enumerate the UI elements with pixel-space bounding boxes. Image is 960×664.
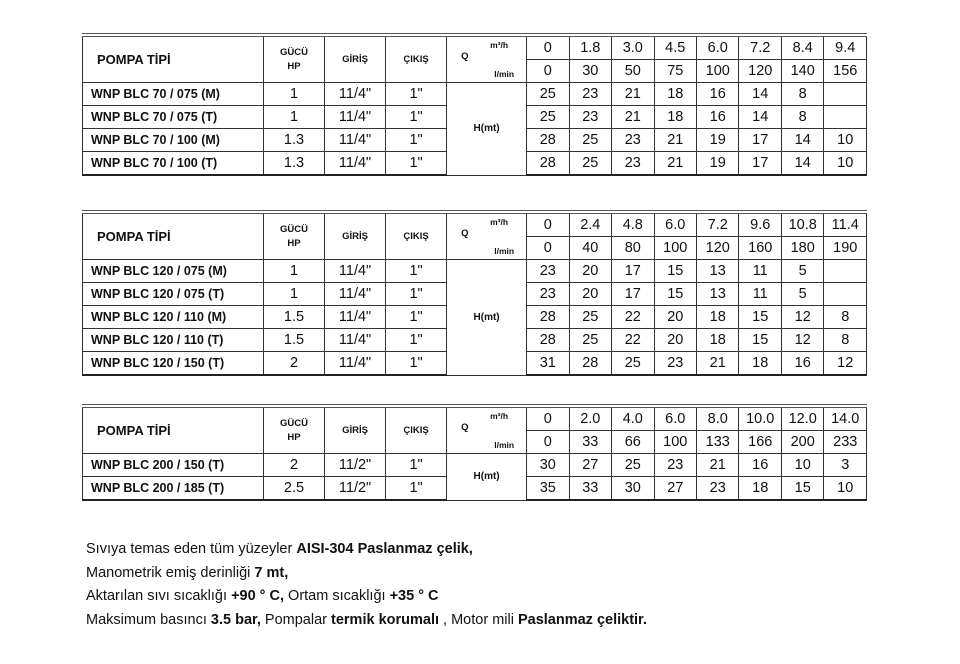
head-value: 17 — [739, 152, 781, 176]
spec-notes — [86, 538, 647, 632]
head-value: 23 — [697, 477, 739, 501]
pump-model-name: WNP BLC 200 / 150 (T) — [83, 454, 264, 477]
flow-lmin-value: 156 — [824, 60, 867, 83]
flow-lmin-value: 180 — [781, 237, 823, 260]
head-value — [824, 283, 867, 306]
flow-m3h-value: 0 — [527, 406, 569, 431]
head-value: 14 — [781, 152, 823, 176]
giris-header: GİRİŞ — [325, 406, 386, 454]
flow-lmin-value: 0 — [527, 60, 569, 83]
head-value: 23 — [612, 129, 654, 152]
pump-hp: 1.5 — [264, 329, 325, 352]
pump-inlet: 11/4" — [325, 329, 386, 352]
head-value: 22 — [612, 306, 654, 329]
head-value: 33 — [569, 477, 611, 501]
flow-m3h-value: 6.0 — [654, 406, 696, 431]
flow-m3h-value: 2.0 — [569, 406, 611, 431]
flow-m3h-value: 3.0 — [612, 35, 654, 60]
head-value: 31 — [527, 352, 569, 376]
table-row — [83, 454, 867, 477]
head-value: 19 — [697, 152, 739, 176]
flow-lmin-value: 233 — [824, 431, 867, 454]
head-value: 14 — [739, 106, 781, 129]
head-value: 20 — [654, 306, 696, 329]
pump-outlet: 1" — [386, 352, 447, 376]
head-value: 23 — [527, 283, 569, 306]
note-text: Ortam sıcaklığı — [284, 588, 390, 604]
q-flow-header — [447, 35, 527, 83]
head-value: 3 — [824, 454, 867, 477]
flow-m3h-value: 12.0 — [781, 406, 823, 431]
head-value: 20 — [654, 329, 696, 352]
head-value: 16 — [697, 83, 739, 106]
head-value: 17 — [739, 129, 781, 152]
flow-m3h-value: 11.4 — [824, 212, 867, 237]
head-value: 8 — [824, 329, 867, 352]
flow-lmin-value: 133 — [697, 431, 739, 454]
pump-inlet: 11/4" — [325, 129, 386, 152]
head-value: 8 — [781, 106, 823, 129]
head-value: 18 — [739, 352, 781, 376]
head-value: 25 — [569, 329, 611, 352]
pump-model-name: WNP BLC 120 / 110 (T) — [83, 329, 264, 352]
flow-m3h-value: 6.0 — [697, 35, 739, 60]
head-value: 18 — [697, 306, 739, 329]
note-bold: 7 mt, — [254, 564, 289, 581]
lmin-unit-label: l/min — [494, 69, 515, 79]
flow-m3h-value: 7.2 — [697, 212, 739, 237]
head-value: 28 — [527, 129, 569, 152]
pump-model-name: WNP BLC 70 / 075 (M) — [83, 83, 264, 106]
m3h-unit-label: m³/h — [490, 40, 509, 50]
head-value: 18 — [739, 477, 781, 501]
q-label: Q — [461, 228, 469, 239]
flow-m3h-value: 7.2 — [739, 35, 781, 60]
head-value: 28 — [527, 329, 569, 352]
giris-header: GİRİŞ — [325, 35, 386, 83]
head-value: 22 — [612, 329, 654, 352]
head-value: 18 — [697, 329, 739, 352]
flow-m3h-value: 9.6 — [739, 212, 781, 237]
pump-model-name: WNP BLC 200 / 185 (T) — [83, 477, 264, 501]
pompa-tipi-header: POMPA TİPİ — [83, 406, 264, 454]
head-value: 15 — [781, 477, 823, 501]
head-value: 23 — [654, 454, 696, 477]
pompa-tipi-header: POMPA TİPİ — [83, 212, 264, 260]
note-line-suction — [86, 562, 647, 586]
head-value: 15 — [739, 306, 781, 329]
head-value: 14 — [781, 129, 823, 152]
pump-table-blc-70 — [82, 33, 867, 176]
header-row — [83, 35, 867, 60]
note-bold: AISI-304 Paslanmaz çelik, — [296, 541, 473, 557]
head-value: 11 — [739, 260, 781, 283]
note-bold: termik korumalı — [331, 611, 440, 628]
flow-m3h-value: 4.8 — [612, 212, 654, 237]
pump-inlet: 11/4" — [325, 306, 386, 329]
head-hmt-label: H(mt) — [447, 454, 527, 501]
head-value: 21 — [612, 83, 654, 106]
flow-lmin-value: 140 — [781, 60, 823, 83]
flow-lmin-value: 120 — [697, 237, 739, 260]
flow-lmin-value: 33 — [569, 431, 611, 454]
head-value: 14 — [739, 83, 781, 106]
flow-lmin-value: 100 — [654, 431, 696, 454]
head-value: 21 — [697, 352, 739, 376]
head-value: 23 — [612, 152, 654, 176]
pump-table-blc-200 — [82, 404, 867, 501]
pump-outlet: 1" — [386, 260, 447, 283]
pump-hp: 2 — [264, 454, 325, 477]
pump-outlet: 1" — [386, 83, 447, 106]
head-value: 5 — [781, 283, 823, 306]
gucu-label: GÜCÜ — [280, 46, 308, 58]
header-row — [83, 212, 867, 237]
head-hmt-label: H(mt) — [447, 83, 527, 176]
head-hmt-label: H(mt) — [447, 260, 527, 376]
m3h-unit-label: m³/h — [490, 217, 509, 227]
head-value: 28 — [527, 306, 569, 329]
head-value: 10 — [824, 152, 867, 176]
head-value: 21 — [697, 454, 739, 477]
pump-inlet: 11/4" — [325, 260, 386, 283]
pump-model-name: WNP BLC 120 / 110 (M) — [83, 306, 264, 329]
head-value: 15 — [654, 260, 696, 283]
head-value: 20 — [569, 260, 611, 283]
head-value: 25 — [569, 152, 611, 176]
hp-label: HP — [287, 431, 301, 443]
q-label: Q — [461, 51, 469, 62]
pump-model-name: WNP BLC 70 / 100 (T) — [83, 152, 264, 176]
flow-lmin-value: 66 — [612, 431, 654, 454]
pump-hp: 2.5 — [264, 477, 325, 501]
head-value: 23 — [569, 83, 611, 106]
head-value: 18 — [654, 83, 696, 106]
flow-m3h-value: 4.5 — [654, 35, 696, 60]
head-value: 16 — [697, 106, 739, 129]
note-text: Maksimum basıncı — [86, 611, 211, 628]
pump-hp: 1 — [264, 106, 325, 129]
pump-inlet: 11/4" — [325, 352, 386, 376]
pump-outlet: 1" — [386, 106, 447, 129]
head-value: 21 — [654, 129, 696, 152]
pump-outlet: 1" — [386, 454, 447, 477]
note-text: , Motor mili — [439, 611, 518, 628]
head-value: 12 — [781, 329, 823, 352]
table-row — [83, 83, 867, 106]
pompa-tipi-header: POMPA TİPİ — [83, 35, 264, 83]
q-label: Q — [461, 422, 469, 433]
flow-m3h-value: 0 — [527, 212, 569, 237]
pump-outlet: 1" — [386, 283, 447, 306]
note-text: Sıvıya temas eden tüm yüzeyler — [86, 541, 297, 557]
note-text: Manometrik emiş derinliği — [86, 564, 255, 581]
head-value: 10 — [824, 477, 867, 501]
flow-lmin-value: 80 — [612, 237, 654, 260]
gucu-header — [264, 35, 325, 83]
head-value: 25 — [612, 454, 654, 477]
head-value: 28 — [569, 352, 611, 376]
pump-model-name: WNP BLC 70 / 075 (T) — [83, 106, 264, 129]
flow-lmin-value: 200 — [781, 431, 823, 454]
flow-lmin-value: 100 — [654, 237, 696, 260]
flow-lmin-value: 40 — [569, 237, 611, 260]
head-value: 25 — [527, 83, 569, 106]
flow-m3h-value: 2.4 — [569, 212, 611, 237]
flow-m3h-value: 8.0 — [697, 406, 739, 431]
head-value: 16 — [739, 454, 781, 477]
flow-lmin-value: 30 — [569, 60, 611, 83]
q-flow-header — [447, 406, 527, 454]
head-value: 19 — [697, 129, 739, 152]
pump-hp: 1.3 — [264, 152, 325, 176]
hp-label: HP — [287, 60, 301, 72]
header-row — [83, 406, 867, 431]
note-bold: +90 ° C, — [231, 588, 285, 604]
head-value: 15 — [654, 283, 696, 306]
head-value: 12 — [781, 306, 823, 329]
pump-hp: 1 — [264, 283, 325, 306]
head-value: 27 — [654, 477, 696, 501]
note-text: Aktarılan sıvı sıcaklığı — [86, 588, 232, 604]
pump-inlet: 11/4" — [325, 283, 386, 306]
head-value: 23 — [527, 260, 569, 283]
pump-hp: 1.3 — [264, 129, 325, 152]
head-value: 21 — [654, 152, 696, 176]
head-value — [824, 260, 867, 283]
cikis-header: ÇIKIŞ — [386, 212, 447, 260]
flow-m3h-value: 6.0 — [654, 212, 696, 237]
flow-lmin-value: 100 — [697, 60, 739, 83]
head-value: 12 — [824, 352, 867, 376]
pump-hp: 1 — [264, 260, 325, 283]
pump-outlet: 1" — [386, 152, 447, 176]
head-value: 25 — [527, 106, 569, 129]
hp-label: HP — [287, 237, 301, 249]
flow-m3h-value: 4.0 — [612, 406, 654, 431]
pump-outlet: 1" — [386, 477, 447, 501]
pump-hp: 1.5 — [264, 306, 325, 329]
head-value: 13 — [697, 283, 739, 306]
note-line-temperature — [86, 585, 647, 609]
pump-outlet: 1" — [386, 329, 447, 352]
head-value: 28 — [527, 152, 569, 176]
head-value — [824, 83, 867, 106]
flow-lmin-value: 0 — [527, 431, 569, 454]
head-value: 17 — [612, 260, 654, 283]
lmin-unit-label: l/min — [494, 246, 515, 256]
note-bold: Paslanmaz çeliktir. — [517, 611, 647, 628]
cikis-header: ÇIKIŞ — [386, 406, 447, 454]
table-row — [83, 260, 867, 283]
flow-lmin-value: 0 — [527, 237, 569, 260]
pump-inlet: 11/4" — [325, 83, 386, 106]
pump-inlet: 11/2" — [325, 454, 386, 477]
flow-lmin-value: 190 — [824, 237, 867, 260]
flow-m3h-value: 1.8 — [569, 35, 611, 60]
note-line-material — [86, 538, 647, 562]
head-value: 10 — [824, 129, 867, 152]
note-bold: +35 ° C — [389, 588, 439, 604]
head-value: 11 — [739, 283, 781, 306]
pump-outlet: 1" — [386, 306, 447, 329]
head-value: 25 — [612, 352, 654, 376]
pump-outlet: 1" — [386, 129, 447, 152]
pump-table-blc-120 — [82, 210, 867, 376]
pump-inlet: 11/2" — [325, 477, 386, 501]
pump-inlet: 11/4" — [325, 106, 386, 129]
note-text: Pompalar — [260, 611, 332, 628]
head-value: 20 — [569, 283, 611, 306]
head-value: 30 — [527, 454, 569, 477]
pump-model-name: WNP BLC 120 / 075 (M) — [83, 260, 264, 283]
flow-m3h-value: 9.4 — [824, 35, 867, 60]
flow-lmin-value: 166 — [739, 431, 781, 454]
note-line-pressure — [86, 609, 647, 633]
giris-header: GİRİŞ — [325, 212, 386, 260]
gucu-label: GÜCÜ — [280, 417, 308, 429]
pump-model-name: WNP BLC 120 / 075 (T) — [83, 283, 264, 306]
m3h-unit-label: m³/h — [490, 411, 509, 421]
head-value: 8 — [824, 306, 867, 329]
head-value: 23 — [569, 106, 611, 129]
head-value: 23 — [654, 352, 696, 376]
head-value: 10 — [781, 454, 823, 477]
flow-m3h-value: 8.4 — [781, 35, 823, 60]
head-value: 5 — [781, 260, 823, 283]
flow-m3h-value: 14.0 — [824, 406, 867, 431]
pump-model-name: WNP BLC 70 / 100 (M) — [83, 129, 264, 152]
pump-model-name: WNP BLC 120 / 150 (T) — [83, 352, 264, 376]
head-value: 25 — [569, 306, 611, 329]
note-bold: 3.5 bar, — [210, 611, 261, 628]
head-value: 27 — [569, 454, 611, 477]
flow-lmin-value: 160 — [739, 237, 781, 260]
flow-m3h-value: 0 — [527, 35, 569, 60]
head-value — [824, 106, 867, 129]
cikis-header: ÇIKIŞ — [386, 35, 447, 83]
pump-hp: 1 — [264, 83, 325, 106]
head-value: 30 — [612, 477, 654, 501]
q-flow-header — [447, 212, 527, 260]
head-value: 17 — [612, 283, 654, 306]
head-value: 35 — [527, 477, 569, 501]
head-value: 8 — [781, 83, 823, 106]
gucu-header — [264, 212, 325, 260]
pump-inlet: 11/4" — [325, 152, 386, 176]
pump-hp: 2 — [264, 352, 325, 376]
head-value: 18 — [654, 106, 696, 129]
gucu-label: GÜCÜ — [280, 223, 308, 235]
head-value: 25 — [569, 129, 611, 152]
head-value: 16 — [781, 352, 823, 376]
head-value: 15 — [739, 329, 781, 352]
flow-m3h-value: 10.8 — [781, 212, 823, 237]
flow-m3h-value: 10.0 — [739, 406, 781, 431]
head-value: 21 — [612, 106, 654, 129]
flow-lmin-value: 75 — [654, 60, 696, 83]
head-value: 13 — [697, 260, 739, 283]
flow-lmin-value: 120 — [739, 60, 781, 83]
gucu-header — [264, 406, 325, 454]
lmin-unit-label: l/min — [494, 440, 515, 450]
flow-lmin-value: 50 — [612, 60, 654, 83]
